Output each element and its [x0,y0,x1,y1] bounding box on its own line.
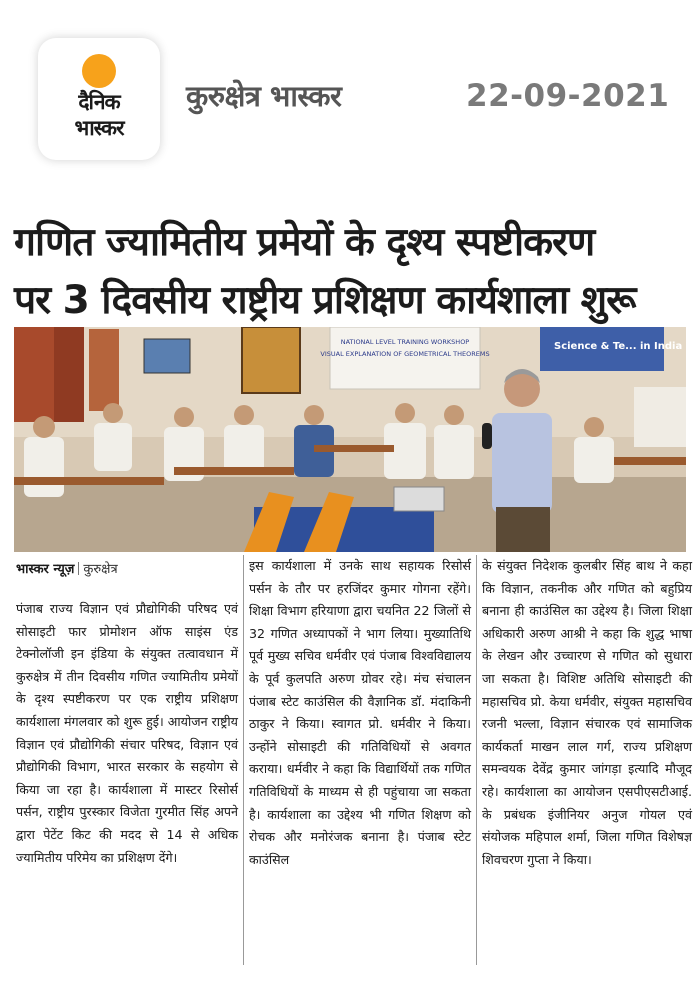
article-column-3: के संयुक्त निदेशक कुलबीर सिंह बाथ ने कहा कि विज्ञान, तकनीक और गणित को बहुप्रिय बनाना ही काउंसिल का उद्देश्य है। जिला शिक्षा अधिकारी अरुण आश्री ने कहा कि शुद्ध भाषा के लेखन और उच्चारण से गणित को सुधारा जा सकता है। विशिष्ट अतिथि सोसाइटी की महासचिव प्रो. केया धर्मवीर, संयुक्त महासचिव रजनी भल्ला, विज्ञान संचारक एवं सामाजिक कार्यकर्ता माखन लाल गर्ग, राज्य प्रशिक्षण समन्वयक देवेंद्र कुमार जांगड़ा इत्यादि मौजूद रहे। कार्यशाला का आयोजन एसपीएसटीआई. के प्रबंधक इंजीनियर अनुज गोयल एवं संयोजक महिपाल शर्मा, जिला गणित विशेषज्ञ शिवचरण गुप्ता ने किया। [482,558,692,867]
publication-date: 22-09-2021 [466,78,670,114]
byline-separator [78,562,79,575]
publication-name: कुरुक्षेत्र भास्कर [186,79,342,113]
headline [14,214,690,330]
headline-line1: गणित ज्यामितीय प्रमेयों के दृश्य स्पष्टीकरण [14,220,595,265]
banner-text-line2: VISUAL EXPLANATION OF GEOMETRICAL THEOREMS [320,350,490,358]
article-column-1: पंजाब राज्य विज्ञान एवं प्रौद्योगिकी परिषद एवं सोसाइटी फार प्रोमोशन ऑफ साइंस एंड टेक्नोलॉजी इन इंडिया के संयुक्त तत्वावधान में कुरुक्षेत्र में तीन दिवसीय गणित ज्यामितीय प्रमेयों के दृश्य स्पष्टीकरण पर एक राष्ट्रीय प्रशिक्षण कार्यशाला मंगलवार को शुरू हुई। आयोजन राष्ट्रीय विज्ञान एवं प्रौद्योगिकी संचार परिषद, विज्ञान एवं प्रौद्योगिकी विभाग, भारत सरकार के सहयोग से किया जा रहा है। कार्यशाला में मास्टर रिसोर्स पर्सन, राष्ट्रीय पुरस्कार विजेता गुरमीत सिंह अपने द्वारा पेटेंट किट की मदद से 14 से अधिक ज्यामितीय परिमेय का प्रशिक्षण देंगे। [16,601,238,865]
byline [16,559,118,577]
column-divider [476,555,477,965]
logo-text-line2: भास्कर [74,116,124,140]
column-divider [243,555,244,965]
sun-icon [82,54,116,88]
headline-line2: पर 3 दिवसीय राष्ट्रीय प्रशिक्षण कार्यशाला शुरू [14,278,636,323]
page-header [0,0,700,190]
byline-place: कुरुक्षेत्र [83,562,118,577]
dainik-bhaskar-logo [38,38,160,160]
byline-source: भास्कर न्यूज़ [16,562,75,577]
news-photo [14,327,686,552]
article-column-2: इस कार्यशाला में उनके साथ सहायक रिसोर्स पर्सन के तौर पर हरजिंदर कुमार गोगना रहेंगे। शिक्षा विभाग हरियाणा द्वारा चयनित 22 जिलों से 32 गणित अध्यापकों ने भाग लिया। मुख्यातिथि पूर्व मुख्य सचिव धर्मवीर एवं पंजाब विश्वविद्यालय के पूर्व कुलपति अरुण ग्रोवर रहे। मंच संचालन पंजाब स्टेट काउंसिल की वैज्ञानिक डॉ. मंदाकिनी ठाकुर ने किया। स्वागत प्रो. धर्मवीर ने किया। उन्होंने सोसाइटी की गतिविधियों से अवगत कराया। धर्मवीर ने कहा कि विद्यार्थियों तक गणित गतिविधियों के माध्यम से ही पहुंचाया जा सकता है। कार्यशाला का उद्देश्य भी गणित शिक्षण को रोचक और मनोरंजक बनाना है। पंजाब स्टेट काउंसिल [249,558,471,867]
poster-text: Science & Te... in India [554,341,683,352]
workshop-photo-illustration [14,327,686,552]
logo-text-line1: दैनिक [78,90,120,114]
banner-text-line1: NATIONAL LEVEL TRAINING WORKSHOP [340,338,470,346]
